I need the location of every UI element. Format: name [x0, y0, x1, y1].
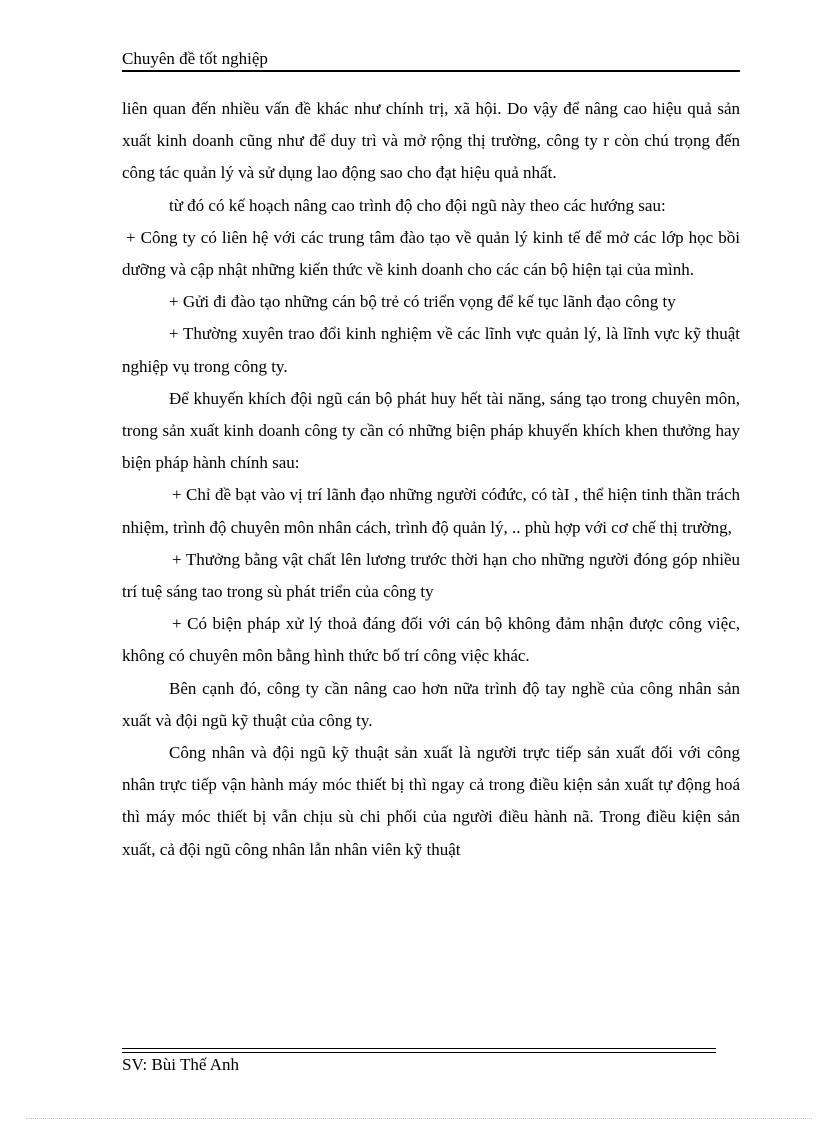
paragraph: + Công ty có liên hệ với các trung tâm đào tạo về quản lý kinh tế để mở các lớp học bồi dưỡng và cập nhật những kiến thức về kinh doanh cho các cán bộ hiện tại của mình.	[122, 227, 740, 280]
page-bottom-edge	[26, 1118, 812, 1119]
paragraph: từ đó có kế hoạch nâng cao trình độ cho đội ngũ này theo các hướng sau:	[169, 195, 666, 215]
footer-author: SV: Bùi Thế Anh	[122, 1055, 239, 1074]
footer-divider	[122, 1048, 716, 1053]
paragraph: Bên cạnh đó, công ty cần nâng cao hơn nữa trình độ tay nghề của công nhân sản xuất và đội ngũ kỹ thuật của công ty.	[122, 678, 740, 730]
paragraph: + Có biện pháp xử lý thoả đáng đối với cán bộ không đảm nhận được công việc, không có chuyên môn bằng hình thức bố trí công việc khác.	[122, 614, 740, 666]
page-header-title: Chuyên đề tốt nghiệp	[122, 49, 268, 68]
paragraph: liên quan đến nhiều vấn đề khác như chính trị, xã hội. Do vậy để nâng cao hiệu quả sản xuất kinh doanh cũng như để duy trì và mở rộng thị trường, công ty r còn chú trọng đến công tác quản lý và sử dụng lao động sao cho đạt hiệu quả nhất.	[122, 99, 740, 183]
paragraph: + Chỉ đề bạt vào vị trí lãnh đạo những người cóđức, có tàI , thể hiện tinh thần trách nhiệm, trình độ chuyên môn nhân cách, trình độ quản lý, .. phù hợp với cơ chế thị trường,	[122, 485, 740, 537]
paragraph: + Thường xuyên trao đổi kinh nghiệm về các lĩnh vực quản lý, là lĩnh vực kỹ thuật nghiệp vụ trong công ty.	[122, 324, 740, 376]
paragraph: + Thưởng bằng vật chất lên lương trước thời hạn cho những người đóng góp nhiều trí tuệ sáng tao trong sù phát triển của công ty	[122, 549, 740, 602]
document-body	[122, 93, 740, 866]
paragraph: + Gửi đi đào tạo những cán bộ trẻ có triển vọng để kế tục lãnh đạo công ty	[169, 292, 676, 312]
header-divider	[122, 70, 740, 72]
paragraph: Công nhân và đội ngũ kỹ thuật sản xuất là người trực tiếp sản xuất đối với công nhân trực tiếp vận hành máy móc thiết bị thì ngay cả trong điều kiện sản xuất tự động hoá thì máy móc thiết bị vẫn chịu sù chi phối của người điều hành nã. Trong điều kiện sản xuất, cả đội ngũ công nhân lẫn nhân viên kỹ thuật	[122, 743, 740, 859]
paragraph: Để khuyến khích đội ngũ cán bộ phát huy hết tài năng, sáng tạo trong chuyên môn, trong sản xuất kinh doanh công ty cần có những biện pháp khuyến khích khen thưởng hay biện pháp hành chính sau:	[122, 388, 740, 473]
